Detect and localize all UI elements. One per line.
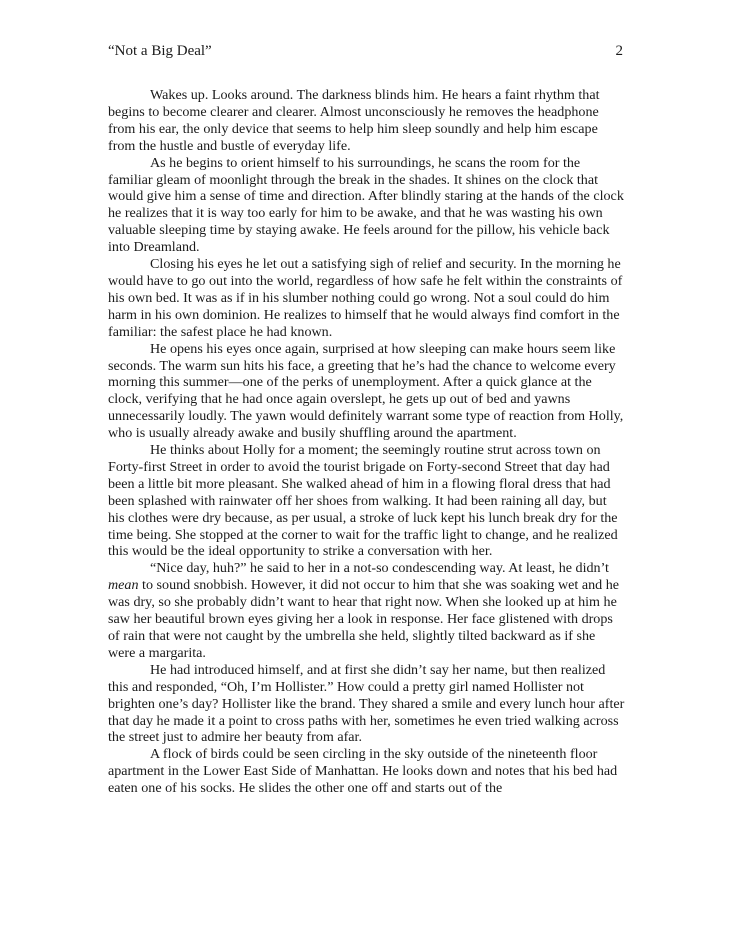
emphasized-word: mean bbox=[108, 577, 139, 594]
paragraph: As he begins to orient himself to his surroundings, he scans the room for the familiar gleam of moonlight through the break in the shades. It shines on the clock that would give him a sense of time and direction. After blindly staring at the hands of the clock he realizes that it is way too early for him to be awake, and that he was wasting his own valuable sleeping time by staying awake. He feels around for the pillow, his vehicle back into Dreamland. bbox=[108, 154, 624, 256]
paragraph: He thinks about Holly for a moment; the seemingly routine strut across town on Forty-first Street in order to avoid the tourist brigade on Forty-second Street that day had been a little bit more pleasant. She walked ahead of him in a flowing floral dress that had been splashed with rainwater off her shoes from walking. It had been raining all day, but his clothes were dry because, as per usual, a stroke of luck kept his lunch break dry for the time being. She stopped at the corner to wait for the traffic light to change, and he realized this would be the ideal opportunity to strike a conversation with her. bbox=[108, 442, 618, 560]
paragraph: A flock of birds could be seen circling in the sky outside of the nineteenth floor apartment in the Lower East Side of Manhattan. He looks down and notes that his bed had eaten one of his socks. He slides the other one off and starts out of the bbox=[108, 746, 618, 797]
dialogue-text-end: to sound snobbish. However, it did not occur to him that she was soaking wet and he was dry, so she probably didn’t want to hear that right now. When she looked up at him he saw her beautiful brown eyes giving her a look in response. Her face glistened with drops of rain that were not caught by the umbrella she held, slightly tilted backward as if she were a margarita. bbox=[108, 577, 620, 661]
dialogue-text-start: “Nice day, huh?” he said to her in a not-so condescending way. At least, he didn’t bbox=[150, 560, 609, 577]
paragraph: He had introduced himself, and at first she didn’t say her name, but then realized this and responded, “Oh, I’m Hollister.” How could a pretty girl named Hollister not brighten one’s day? Hollister like the brand. They shared a smile and every lunch hour after that day he made it a point to cross paths with her, sometimes he even tried walking across the street just to admire her beauty from afar. bbox=[108, 661, 625, 746]
paragraph: He opens his eyes once again, surprised at how sleeping can make hours seem like seconds. The warm sun hits his face, a greeting that he’s had the chance to welcome every morning this summer—one of the perks of unemployment. After a quick glance at the clock, verifying that he had once again overslept, he gets up out of bed and yawns unnecessarily loudly. The yawn would definitely warrant some type of reaction from Holly, who is usually already awake and busily shuffling around the apartment. bbox=[108, 340, 624, 442]
paragraph: Closing his eyes he let out a satisfying sigh of relief and security. In the morning he would have to go out into the world, regardless of how safe he felt within the constraints of his own bed. It was as if in his slumber nothing could go wrong. Not a soul could do him harm in his own dominion. He realizes to himself that he would always find comfort in the familiar: the safest place he had known. bbox=[108, 256, 623, 340]
paragraph: Wakes up. Looks around. The darkness blinds him. He hears a faint rhythm that begins to become clearer and clearer. Almost unconsciously he removes the headphone from his ear, the only device that seems to help him sleep soundly and help him escape from the hustle and bustle of everyday life. bbox=[108, 87, 600, 154]
running-header-title: “Not a Big Deal” bbox=[108, 43, 212, 59]
dialogue-paragraph bbox=[108, 560, 626, 661]
story-body bbox=[108, 87, 626, 797]
page-number: 2 bbox=[615, 43, 623, 59]
